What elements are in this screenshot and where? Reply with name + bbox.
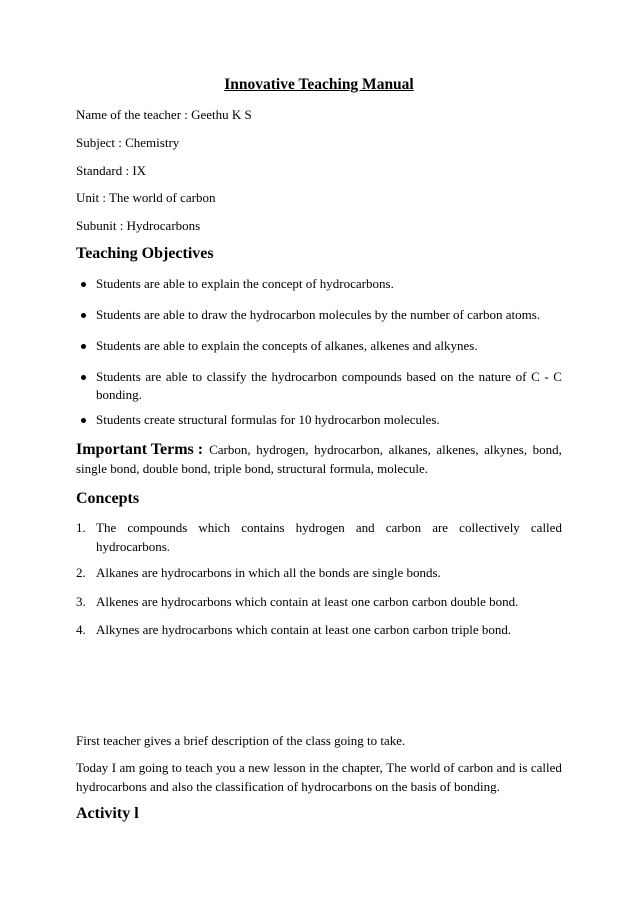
narrative-word: I bbox=[111, 760, 117, 775]
objective-word: of bbox=[515, 369, 527, 384]
objective-word: based bbox=[406, 369, 436, 384]
narrative-word: you bbox=[216, 760, 236, 775]
objective-word: nature bbox=[478, 369, 512, 384]
objective-item: Students are able to draw the hydrocarbon molecules by the number of carbon atoms. bbox=[96, 307, 541, 322]
narrative-word: new bbox=[248, 760, 270, 775]
concept-item: Alkenes are hydrocarbons which contain at least one carbon carbon double bond. bbox=[96, 594, 519, 609]
important-terms-label: Important Terms : bbox=[76, 441, 204, 458]
narrative-word: chapter, bbox=[341, 760, 383, 775]
narrative-word: Today bbox=[76, 760, 109, 775]
narrative-word: the bbox=[322, 760, 339, 775]
concept-number: 2. bbox=[76, 565, 86, 580]
standard: Standard : IX bbox=[76, 163, 147, 178]
narrative-word: carbon bbox=[457, 760, 494, 775]
document-title: Innovative Teaching Manual bbox=[224, 76, 414, 93]
objective-item-continuation: bonding. bbox=[96, 387, 142, 402]
narrative-word: going bbox=[138, 760, 169, 775]
bullet-icon bbox=[81, 344, 86, 349]
narrative-word: The bbox=[386, 760, 407, 775]
term-word: hydrogen, bbox=[256, 442, 309, 457]
concept-word: which bbox=[198, 520, 231, 535]
term-word: hydrocarbon, bbox=[314, 442, 384, 457]
important-terms bbox=[76, 441, 562, 459]
term-word: bond, bbox=[532, 442, 562, 457]
objective-item-line bbox=[96, 369, 562, 385]
bullet-icon bbox=[81, 375, 86, 380]
narrative-word: called bbox=[530, 760, 562, 775]
bullet-icon bbox=[81, 282, 86, 287]
objective-word: - bbox=[544, 369, 549, 384]
important-terms-continuation: single bond, double bond, triple bond, structural formula, molecule. bbox=[76, 461, 429, 476]
concept-word: collectively bbox=[459, 520, 520, 535]
subunit: Subunit : Hydrocarbons bbox=[76, 218, 201, 233]
objective-word: C bbox=[553, 369, 562, 384]
concept-word: are bbox=[432, 520, 449, 535]
term-word: Carbon, bbox=[209, 442, 251, 457]
objective-word: classify bbox=[206, 369, 247, 384]
bullet-icon bbox=[81, 418, 86, 423]
narrative-word: lesson bbox=[273, 760, 306, 775]
objective-item: Students are able to explain the concept of hydrocarbons. bbox=[96, 276, 394, 291]
narrative-word: of bbox=[443, 760, 455, 775]
teacher-name: Name of the teacher : Geethu K S bbox=[76, 107, 252, 122]
concept-word: The bbox=[96, 520, 117, 535]
objective-word: the bbox=[251, 369, 267, 384]
concept-word: contains bbox=[241, 520, 285, 535]
concept-item-continuation: hydrocarbons. bbox=[96, 539, 171, 554]
objectives-heading: Teaching Objectives bbox=[76, 245, 214, 262]
narrative-word: a bbox=[238, 760, 245, 775]
concept-number: 1. bbox=[76, 520, 86, 535]
narrative-word: is bbox=[518, 760, 528, 775]
concept-word: and bbox=[355, 520, 375, 535]
narrative-word: world bbox=[409, 760, 441, 775]
term-word: alkynes, bbox=[484, 442, 528, 457]
concept-item-line bbox=[96, 520, 562, 536]
concept-word: hydrogen bbox=[295, 520, 345, 535]
objective-word: able bbox=[165, 369, 188, 384]
concept-number: 3. bbox=[76, 594, 86, 609]
narrative-paragraph: First teacher gives a brief description of the class going to take. bbox=[76, 733, 406, 748]
objective-item: Students are able to explain the concepts of alkanes, alkenes and alkynes. bbox=[96, 338, 478, 353]
narrative-word: am bbox=[119, 760, 136, 775]
concept-word: carbon bbox=[385, 520, 422, 535]
objective-word: hydrocarbon bbox=[271, 369, 338, 384]
concept-word: compounds bbox=[127, 520, 188, 535]
subject: Subject : Chemistry bbox=[76, 135, 180, 150]
concept-item: Alkanes are hydrocarbons in which all the bonds are single bonds. bbox=[96, 565, 441, 580]
objective-word: C bbox=[531, 369, 540, 384]
bullet-icon bbox=[81, 313, 86, 318]
narrative-word: teach bbox=[185, 760, 213, 775]
objective-word: are bbox=[145, 369, 162, 384]
narrative-paragraph-continuation: hydrocarbons and also the classification of hydrocarbons on the basis of bonding. bbox=[76, 779, 500, 794]
concept-word: called bbox=[530, 520, 562, 535]
concept-number: 4. bbox=[76, 622, 86, 637]
important-terms-list bbox=[209, 442, 562, 458]
narrative-word: to bbox=[171, 760, 182, 775]
objective-word: the bbox=[458, 369, 474, 384]
concept-item: Alkynes are hydrocarbons which contain at least one carbon carbon triple bond. bbox=[96, 622, 512, 637]
narrative-word: in bbox=[309, 760, 320, 775]
term-word: alkanes, bbox=[388, 442, 431, 457]
objective-word: on bbox=[440, 369, 454, 384]
objective-word: to bbox=[192, 369, 203, 384]
narrative-paragraph-line bbox=[76, 760, 562, 776]
unit: Unit : The world of carbon bbox=[76, 190, 216, 205]
objective-item: Students create structural formulas for 10 hydrocarbon molecules. bbox=[96, 412, 440, 427]
concepts-heading: Concepts bbox=[76, 490, 140, 507]
objective-word: Students bbox=[96, 369, 141, 384]
narrative-word: and bbox=[496, 760, 516, 775]
activity-heading: Activity l bbox=[76, 805, 139, 822]
objective-word: compounds bbox=[341, 369, 402, 384]
term-word: alkenes, bbox=[436, 442, 479, 457]
